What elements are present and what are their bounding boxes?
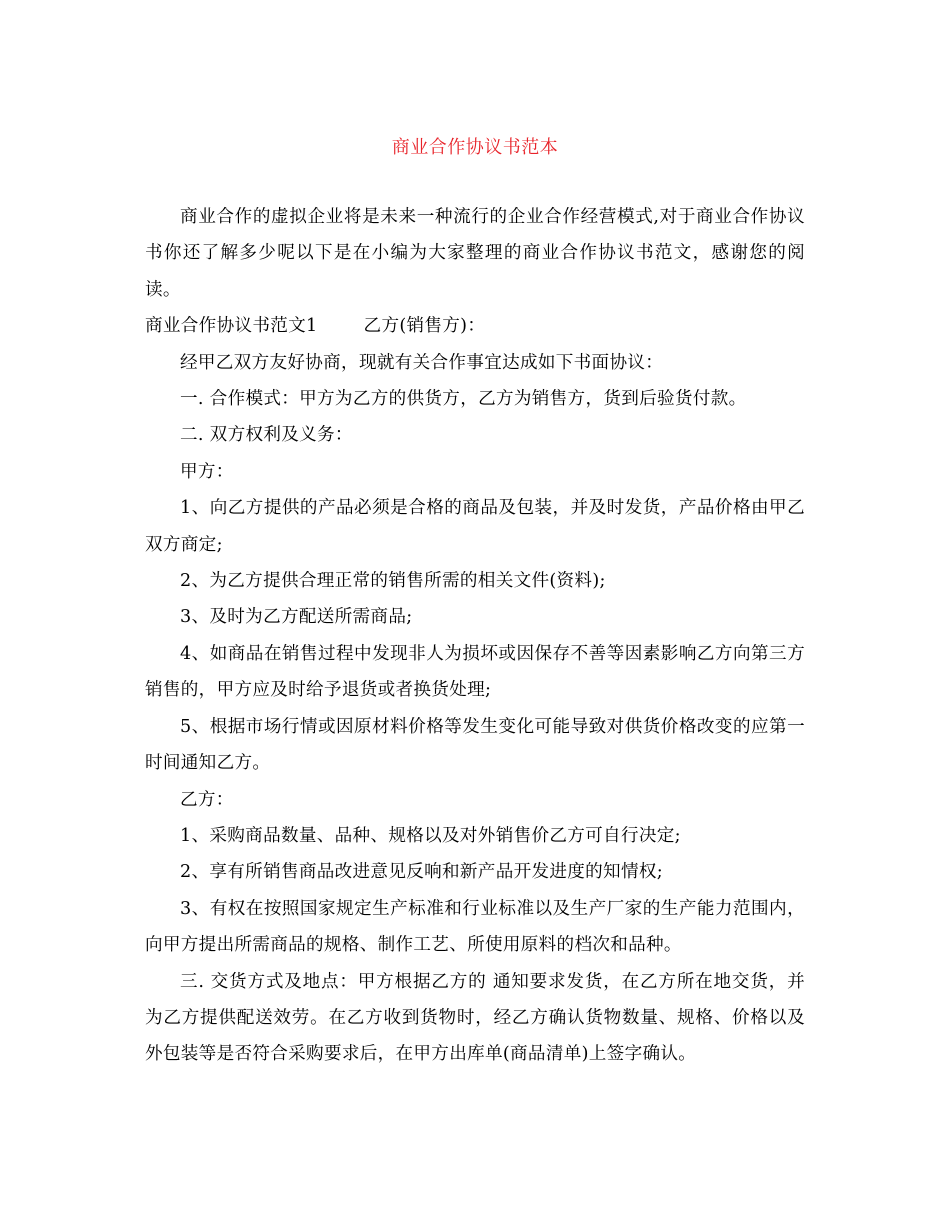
intro-paragraph: 商业合作的虚拟企业将是未来一种流行的企业合作经营模式,对于商业合作协议书你还了解多少呢以下是在小编为大家整理的商业合作协议书范文，感谢您的阅读。 xyxy=(145,207,805,300)
party-a-item-5: 5、根据市场行情或因原材料价格等发生变化可能导致对供货价格改变的应第一时间通知乙方。 xyxy=(145,716,805,774)
sample-heading-line xyxy=(145,308,805,344)
party-a-label: 甲方： xyxy=(180,461,234,482)
party-b-item-3: 3、有权在按照国家规定生产标准和行业标准以及生产厂家的生产能力范围内，向甲方提出所需商品的规格、制作工艺、所使用原料的档次和品种。 xyxy=(145,898,805,956)
document-title: 商业合作协议书范本 xyxy=(391,137,559,158)
party-b-heading: 乙方(销售方)： xyxy=(363,316,486,337)
sample-heading: 商业合作协议书范文1 xyxy=(145,316,318,337)
clause-3: 三. 交货方式及地点：甲方根据乙方的 通知要求发货，在乙方所在地交货，并为乙方提供配送效劳。在乙方收到货物时，经乙方确认货物数量、规格、价格以及外包装等是否符合采购要求后，在甲方出库单(商品清单)上签字确认。 xyxy=(145,971,805,1065)
party-b-item-1: 1、采购商品数量、品种、规格以及对外销售价乙方可自行决定; xyxy=(180,825,681,846)
party-a-item-1: 1、向乙方提供的产品必须是合格的商品及包装，并及时发货，产品价格由甲乙双方商定; xyxy=(145,498,805,555)
clause-2: 二. 双方权利及义务： xyxy=(180,425,353,446)
document-body xyxy=(145,199,805,1073)
party-b-item-2: 2、享有所销售商品改进意见反响和新产品开发进度的知情权; xyxy=(180,862,663,883)
preface-paragraph: 经甲乙双方友好协商，现就有关合作事宜达成如下书面协议： xyxy=(180,352,664,373)
party-a-item-2: 2、为乙方提供合理正常的销售所需的相关文件(资料); xyxy=(180,571,606,592)
party-a-item-4: 4、如商品在销售过程中发现非人为损坏或因保存不善等因素影响乙方向第三方销售的，甲方应及时给予退货或者换货处理; xyxy=(145,643,805,701)
clause-1: 一. 合作模式：甲方为乙方的供货方，乙方为销售方，货到后验货付款。 xyxy=(180,389,747,410)
party-b-label: 乙方： xyxy=(180,789,234,810)
party-a-item-3: 3、及时为乙方配送所需商品; xyxy=(180,607,413,628)
